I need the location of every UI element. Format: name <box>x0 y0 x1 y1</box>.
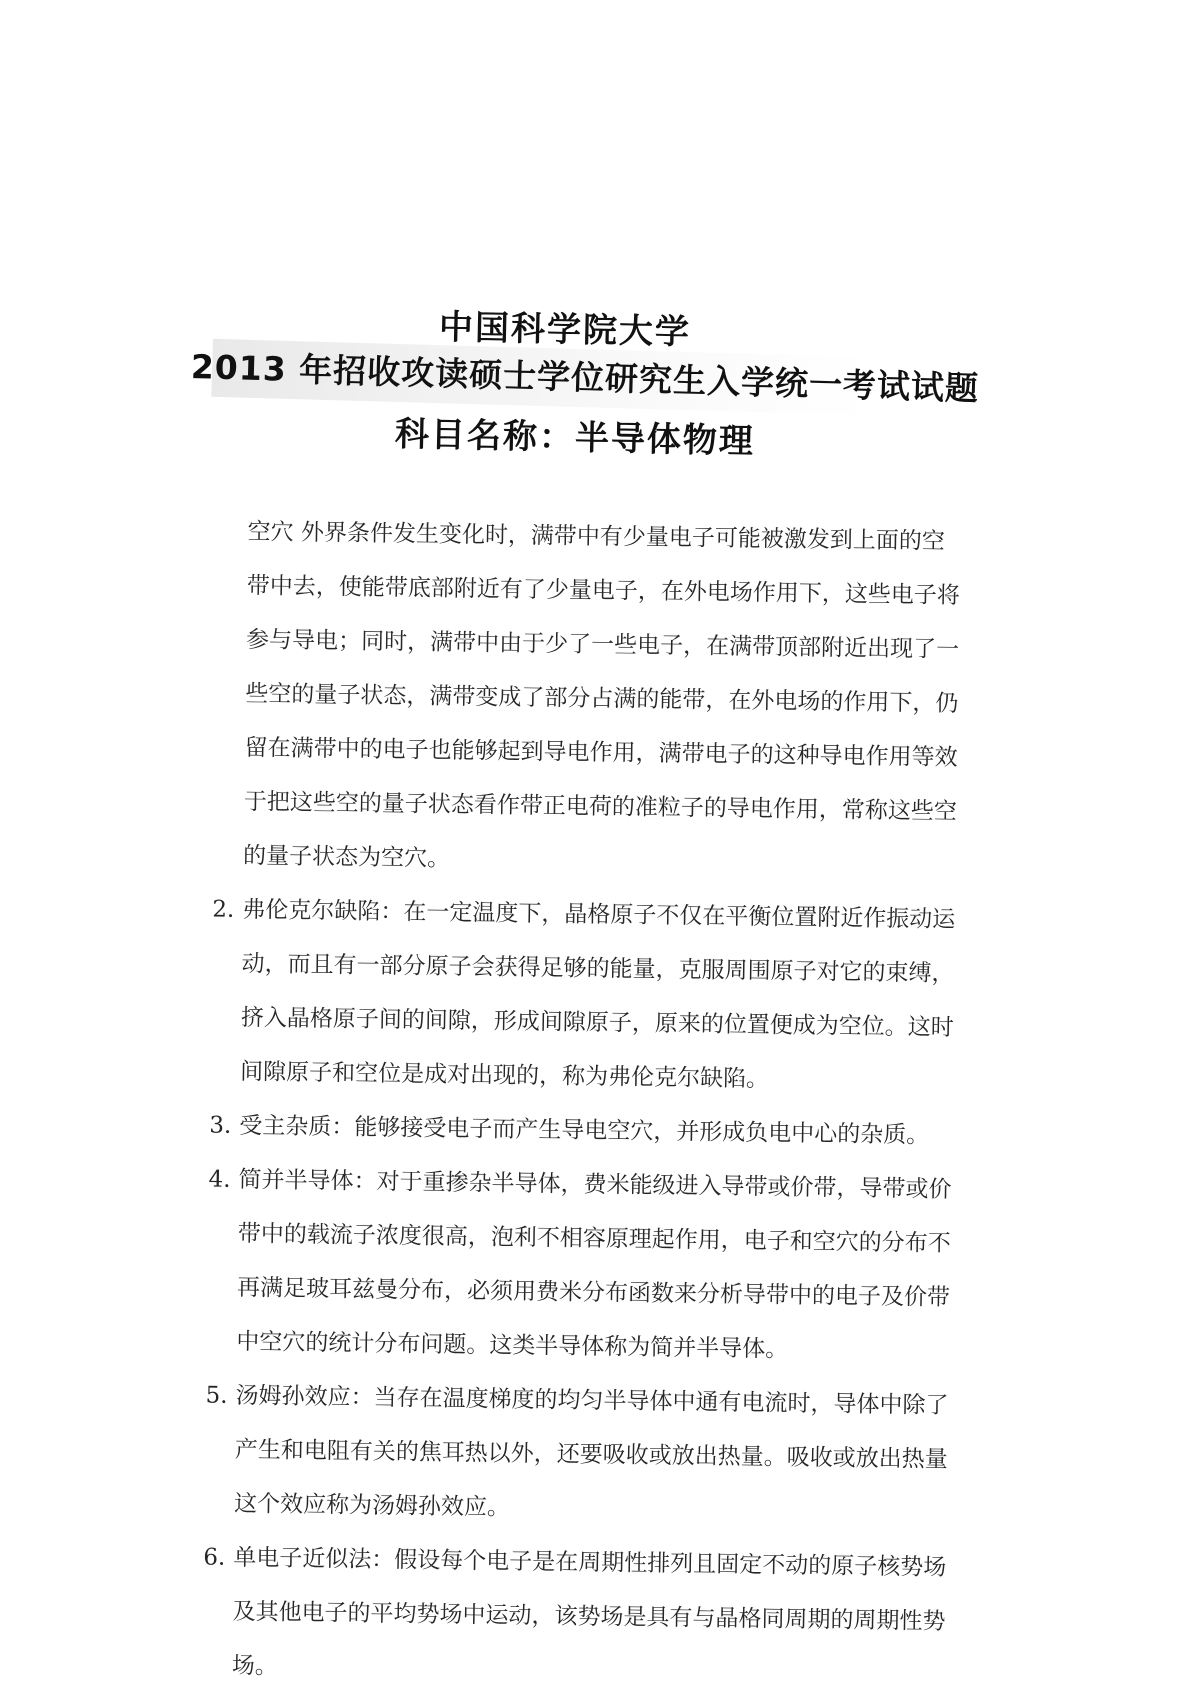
answer-text: 空穴 外界条件发生变化时，满带中有少量电子可能被激发到上面的空带中去，使能带底部附近有了少量电子，在外电场作用下，这些电子将参与导电；同时，满带中由于少了一些电子，在满带顶部附近出现了一些空的量子状态，满带变成了部分占满的能带，在外电场的作用下，仍留在满带中的电子也能够起到导电作用，满带电子的这种导电作用等效于把这些空的量子状态看作带正电荷的准粒子的导电作用，常称这些空的量子状态为空穴。 <box>242 518 960 872</box>
answer-number: 6. <box>203 1544 226 1571</box>
answer-4 <box>208 1153 959 1379</box>
answer-3 <box>209 1099 960 1163</box>
university-title: 中国科学院大学 <box>438 307 692 353</box>
answer-text: 受主杂质：能够接受电子而产生导电空穴，并形成负电中心的杂质。 <box>239 1112 930 1149</box>
handwritten-answers <box>203 505 968 1703</box>
answer-5 <box>205 1369 956 1541</box>
answer-6 <box>203 1531 953 1703</box>
answer-number: 2. <box>212 896 235 923</box>
subject-title: 科目名称：半导体物理 <box>394 414 756 462</box>
answer-text: 简并半导体：对于重掺杂半导体，费米能级进入导带或价带，导带或价带中的载流子浓度很高，泡利不相容原理起作用，电子和空穴的分布不再满足玻耳兹曼分布，必须用费米分布函数来分析导带中的电子及价带中空穴的统计分布问题。这类半导体称为简并半导体。 <box>236 1166 952 1363</box>
answer-text: 汤姆孙效应：当存在温度梯度的均匀半导体中通有电流时，导体中除了产生和电阻有关的焦耳热以外，还要吸收或放出热量。吸收或放出热量这个效应称为汤姆孙效应。 <box>233 1382 949 1521</box>
answer-text: 单电子近似法：假设每个电子是在周期性排列且固定不动的原子核势场及其他电子的平均势场中运动，该势场是具有与晶格同周期的周期性势场。 <box>231 1544 947 1680</box>
answer-1 <box>243 505 968 893</box>
answer-number: 4. <box>208 1166 231 1193</box>
answer-2 <box>212 883 963 1109</box>
exam-title: 2013 年招收攻读硕士学位研究生入学统一考试试题 <box>190 347 980 408</box>
answer-number: 3. <box>209 1112 232 1139</box>
answer-text: 弗伦克尔缺陷：在一定温度下，晶格原子不仅在平衡位置附近作振动运动，而且有一部分原子会获得足够的能量，克服周围原子对它的束缚，挤入晶格原子间的间隙，形成间隙原子，原来的位置便成为空位。这时间隙原子和空位是成对出现的，称为弗伦克尔缺陷。 <box>239 896 956 1093</box>
answer-number: 5. <box>205 1382 228 1409</box>
